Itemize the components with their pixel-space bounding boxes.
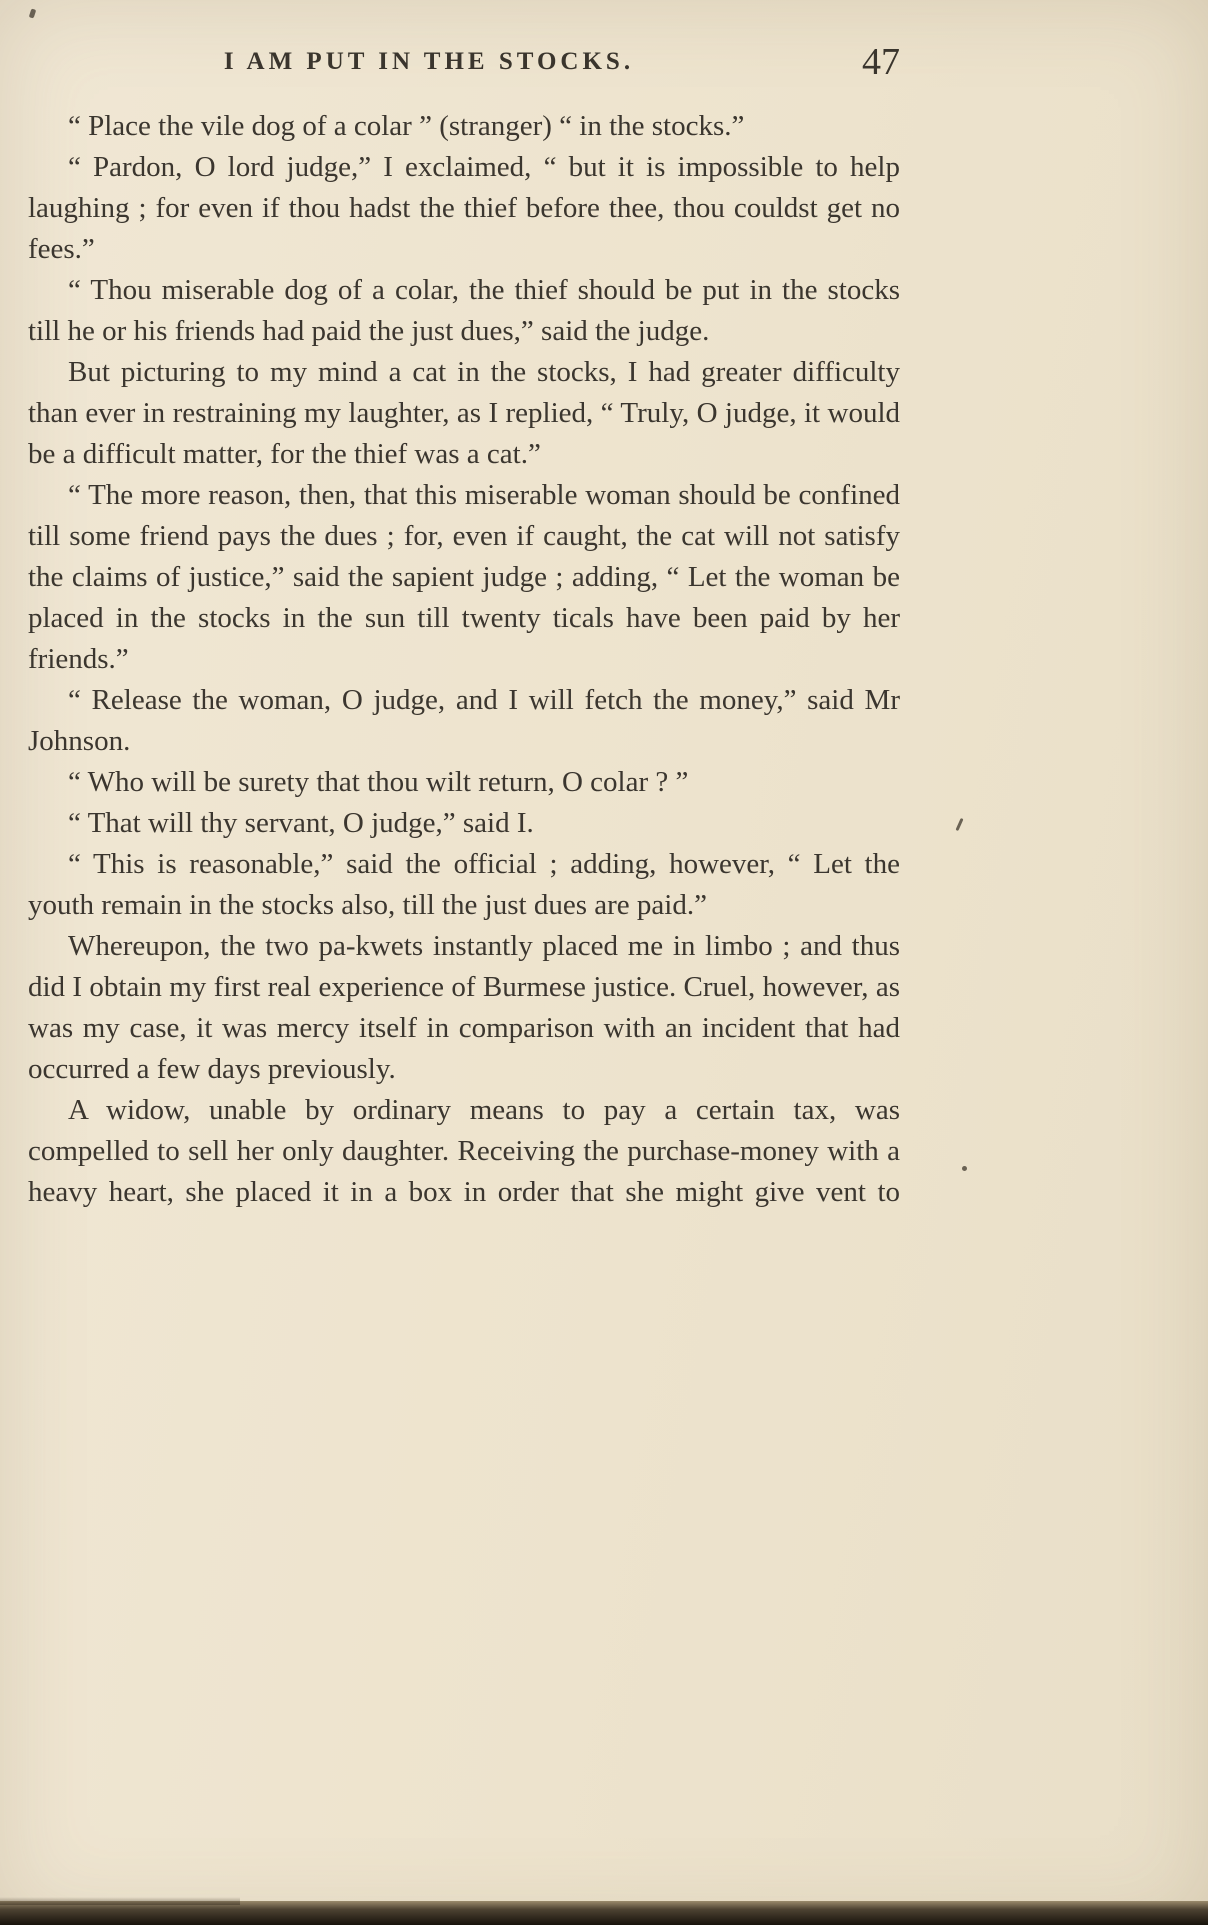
paragraph-8: “ That will thy servant, O judge,” said I.	[68, 807, 534, 839]
scan-artifact	[955, 818, 963, 831]
paragraph-2: “ Pardon, O lord judge,” I exclaimed, “ but it is impossible to help laughing ; for even if thou hadst the thief before thee, thou couldst get no fees.”	[28, 151, 900, 265]
running-header	[28, 40, 900, 92]
book-page	[28, 40, 900, 1213]
paragraph-5: “ The more reason, then, that this miserable woman should be confined till some friend pays the dues ; for, even if caught, the cat will not satisfy the claims of justice,” said the sapient judge ; adding, “ Let the woman be placed in the stocks in the sun till twenty ticals have been paid by her friends.”	[28, 479, 900, 675]
paragraph-9: “ This is reasonable,” said the official ; adding, however, “ Let the youth remain in the stocks also, till the just dues are paid.”	[28, 848, 900, 921]
scan-artifact	[29, 8, 37, 18]
paragraph-11: A widow, unable by ordinary means to pay a certain tax, was compelled to sell her only daughter. Receiving the purchase-money with a heavy heart, she placed it in a box in order that she might give vent to	[28, 1094, 900, 1208]
chapter-header-title: I AM PUT IN THE STOCKS.	[223, 48, 635, 75]
paragraph-7: “ Who will be surety that thou wilt return, O colar ? ”	[68, 766, 689, 798]
paragraph-1: “ Place the vile dog of a colar ” (stranger) “ in the stocks.”	[68, 110, 745, 142]
scan-artifact	[962, 1166, 967, 1171]
paragraph-4: But picturing to my mind a cat in the stocks, I had greater difficulty than ever in restraining my laughter, as I replied, “ Truly, O judge, it would be a difficult matter, for the thief was a cat.”	[28, 356, 900, 470]
paragraph-6: “ Release the woman, O judge, and I will fetch the money,” said Mr Johnson.	[28, 684, 900, 757]
page-text	[28, 106, 900, 1213]
page-number: 47	[862, 41, 900, 83]
paragraph-3: “ Thou miserable dog of a colar, the thief should be put in the stocks till he or his friends had paid the just dues,” said the judge.	[28, 274, 900, 347]
paragraph-10: Whereupon, the two pa-kwets instantly placed me in limbo ; and thus did I obtain my first real experience of Burmese justice. Cruel, however, as was my case, it was mercy itself in comparison with an incident that had occurred a few days previously.	[28, 930, 900, 1085]
page-bottom-shadow	[0, 1901, 1208, 1925]
